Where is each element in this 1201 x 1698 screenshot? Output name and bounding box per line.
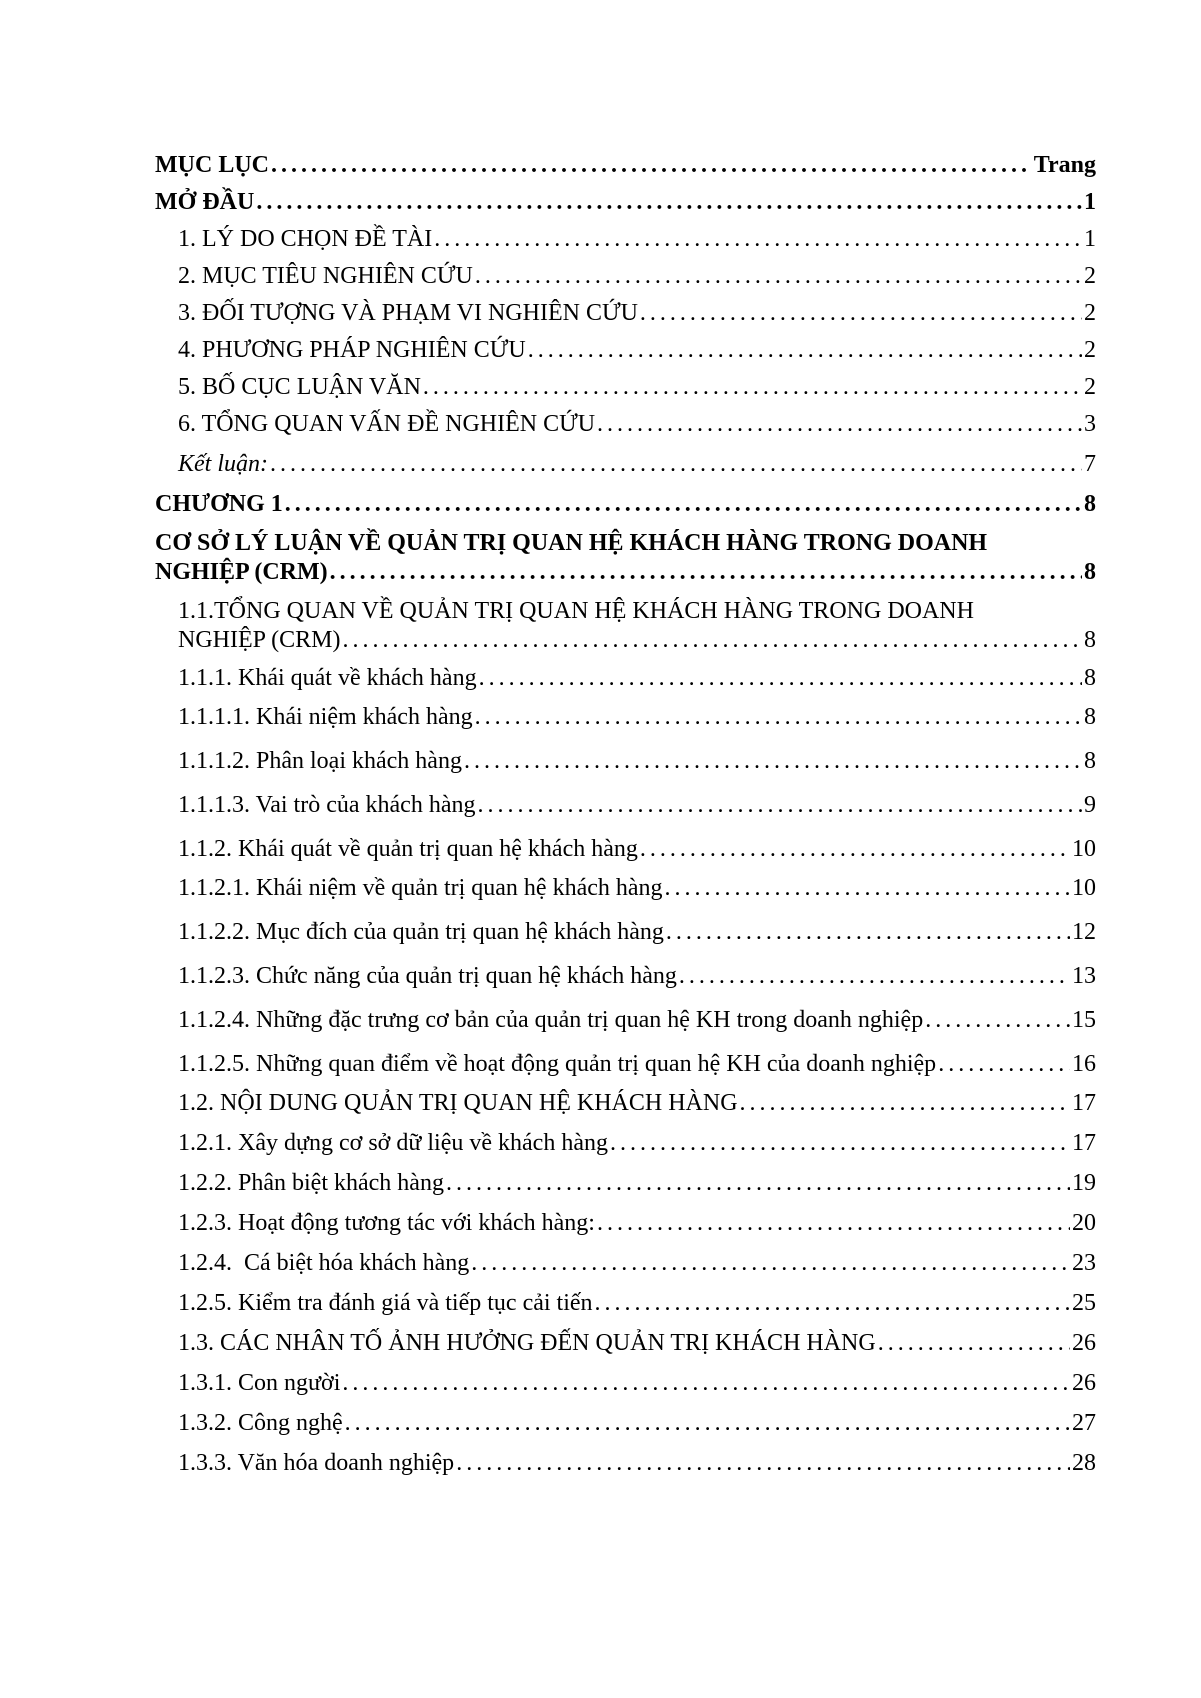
toc-entry[interactable] [155, 1089, 1096, 1117]
entry-title: 1.1.2.3. Chức năng của quản trị quan hệ khách hàng [178, 963, 677, 989]
toc-heading [155, 151, 1096, 179]
entry-title: 6. TỔNG QUAN VẤN ĐỀ NGHIÊN CỨU [178, 411, 596, 437]
entry-page: 3 [1084, 411, 1096, 437]
entry-page: 27 [1072, 1410, 1096, 1436]
dot-leader [595, 1289, 1070, 1317]
entry-title: MỞ ĐẦU [155, 189, 255, 215]
toc-entry[interactable] [155, 1050, 1096, 1078]
entry-page: 28 [1072, 1450, 1096, 1476]
entry-title-line2: NGHIỆP (CRM) [178, 627, 341, 653]
entry-page: 2 [1084, 337, 1096, 363]
entry-page: 15 [1072, 1007, 1096, 1033]
entry-title: CHƯƠNG 1 [155, 491, 283, 517]
dot-leader [464, 747, 1082, 775]
toc-heading-title: MỤC LỤC [155, 152, 269, 178]
entry-title: 4. PHƯƠNG PHÁP NGHIÊN CỨU [178, 337, 526, 363]
entry-page: 1 [1084, 189, 1096, 215]
toc-entry[interactable] [155, 1006, 1096, 1034]
entry-title: 1.2.3. Hoạt động tương tác với khách hàng: [178, 1210, 595, 1236]
entry-title: 2. MỤC TIÊU NGHIÊN CỨU [178, 263, 473, 289]
dot-leader [479, 664, 1082, 692]
entry-title: 5. BỐ CỤC LUẬN VĂN [178, 374, 421, 400]
entry-page: 2 [1084, 263, 1096, 289]
dot-leader [475, 262, 1082, 290]
entry-title: 1.1.1.3. Vai trò của khách hàng [178, 792, 476, 818]
toc-entry[interactable] [155, 262, 1096, 290]
entry-page: 12 [1072, 919, 1096, 945]
entry-page: 19 [1072, 1170, 1096, 1196]
entry-title: 1.1.1.1. Khái niệm khách hàng [178, 704, 473, 730]
entry-page: 8 [1084, 559, 1096, 585]
toc-entry[interactable] [155, 874, 1096, 902]
dot-leader [256, 188, 1082, 216]
toc-entry[interactable] [155, 918, 1096, 946]
toc-entry[interactable] [155, 1169, 1096, 1197]
entry-page: 8 [1084, 665, 1096, 691]
entry-title: 1.1.2.4. Những đặc trưng cơ bản của quản trị quan hệ KH trong doanh nghiệp [178, 1007, 924, 1033]
entry-title: 1.3.3. Văn hóa doanh nghiệp [178, 1450, 455, 1476]
dot-leader [597, 410, 1082, 438]
entry-title-line2: NGHIỆP (CRM) [155, 559, 328, 585]
entry-title: 1.2.4. Cá biệt hóa khách hàng [178, 1250, 470, 1276]
entry-title: 1.1.2. Khái quát về quản trị quan hệ khách hàng [178, 836, 638, 862]
dot-leader [434, 225, 1082, 253]
entry-page: 23 [1072, 1250, 1096, 1276]
entry-title-line2-row [155, 558, 1096, 586]
toc-entry[interactable] [155, 835, 1096, 863]
toc-entry[interactable] [155, 1249, 1096, 1277]
entry-title: Kết luận: [178, 451, 268, 477]
dot-leader [878, 1329, 1070, 1357]
dot-leader [640, 299, 1082, 327]
dot-leader [475, 703, 1082, 731]
dot-leader [330, 558, 1082, 586]
entry-page: 10 [1072, 836, 1096, 862]
entry-page: 1 [1084, 226, 1096, 252]
entry-title: 1.2.1. Xây dựng cơ sở dữ liệu về khách hàng [178, 1130, 608, 1156]
toc-entry-section-1-1[interactable] [155, 596, 1096, 654]
entry-page: 2 [1084, 374, 1096, 400]
toc-entry[interactable] [155, 1129, 1096, 1157]
entry-page: 16 [1072, 1051, 1096, 1077]
entry-page: 9 [1084, 792, 1096, 818]
dot-leader [456, 1449, 1070, 1477]
dot-leader [610, 1129, 1070, 1157]
entry-page: 2 [1084, 300, 1096, 326]
entry-title: 1. LÝ DO CHỌN ĐỀ TÀI [178, 226, 433, 252]
dot-leader [342, 626, 1082, 654]
toc-entry[interactable] [155, 747, 1096, 775]
entry-title: 1.2. NỘI DUNG QUẢN TRỊ QUAN HỆ KHÁCH HÀNG [178, 1090, 738, 1116]
toc-entry[interactable] [155, 336, 1096, 364]
dot-leader [446, 1169, 1070, 1197]
entry-title-line1: 1.1.TỔNG QUAN VỀ QUẢN TRỊ QUAN HỆ KHÁCH HÀNG TRONG DOANH [178, 598, 974, 624]
toc-entry[interactable] [155, 1409, 1096, 1437]
dot-leader [679, 962, 1070, 990]
entry-page: 10 [1072, 875, 1096, 901]
toc-entry[interactable] [155, 791, 1096, 819]
entry-title: 1.3.2. Công nghệ [178, 1410, 343, 1436]
entry-title: 1.1.2.1. Khái niệm về quản trị quan hệ khách hàng [178, 875, 663, 901]
toc-entry-mo-dau[interactable] [155, 188, 1096, 216]
toc-entry[interactable] [155, 1449, 1096, 1477]
entry-page: 8 [1084, 491, 1096, 517]
entry-title: 3. ĐỐI TƯỢNG VÀ PHẠM VI NGHIÊN CỨU [178, 300, 638, 326]
entry-page: 13 [1072, 963, 1096, 989]
entry-title: 1.2.5. Kiểm tra đánh giá và tiếp tục cải tiến [178, 1290, 593, 1316]
entry-title-line1: CƠ SỞ LÝ LUẬN VỀ QUẢN TRỊ QUAN HỆ KHÁCH HÀNG TRONG DOANH [155, 530, 988, 556]
dot-leader [925, 1006, 1070, 1034]
dot-leader [471, 1249, 1070, 1277]
dot-leader [285, 490, 1082, 518]
toc-entry[interactable] [155, 1289, 1096, 1317]
entry-title-line2-row [178, 626, 1096, 654]
toc-entry[interactable] [155, 703, 1096, 731]
dot-leader [597, 1209, 1070, 1237]
dot-leader [270, 450, 1082, 478]
toc-entry[interactable] [155, 1329, 1096, 1357]
dot-leader [740, 1089, 1070, 1117]
toc-entry[interactable] [155, 373, 1096, 401]
toc-entry[interactable] [155, 410, 1096, 438]
dot-leader [666, 918, 1070, 946]
table-of-contents [155, 151, 1096, 1477]
entry-title: 1.1.1.2. Phân loại khách hàng [178, 748, 462, 774]
entry-page: 17 [1072, 1130, 1096, 1156]
entry-title: 1.1.2.2. Mục đích của quản trị quan hệ khách hàng [178, 919, 664, 945]
toc-entry[interactable] [155, 225, 1096, 253]
entry-page: 20 [1072, 1210, 1096, 1236]
entry-page: 26 [1072, 1330, 1096, 1356]
dot-leader [640, 835, 1070, 863]
entry-title: 1.1.2.5. Những quan điểm về hoạt động quản trị quan hệ KH của doanh nghiệp [178, 1051, 937, 1077]
dot-leader [528, 336, 1082, 364]
entry-title: 1.2.2. Phân biệt khách hàng [178, 1170, 444, 1196]
toc-entry[interactable] [155, 1209, 1096, 1237]
dot-leader [342, 1369, 1070, 1397]
toc-entry-chapter-title[interactable] [155, 528, 1096, 586]
entry-page: 8 [1084, 748, 1096, 774]
dot-leader [477, 791, 1082, 819]
entry-page: 26 [1072, 1370, 1096, 1396]
dot-leader [345, 1409, 1070, 1437]
dot-leader [423, 373, 1082, 401]
dot-leader [665, 874, 1070, 902]
dot-leader [938, 1050, 1070, 1078]
toc-entry-ket-luan[interactable] [155, 450, 1096, 478]
entry-page: 8 [1084, 627, 1096, 653]
entry-title: 1.1.1. Khái quát về khách hàng [178, 665, 477, 691]
entry-page: 7 [1084, 451, 1096, 477]
entry-title: 1.3.1. Con người [178, 1370, 341, 1396]
entry-page: 17 [1072, 1090, 1096, 1116]
entry-title: 1.3. CÁC NHÂN TỐ ẢNH HƯỞNG ĐẾN QUẢN TRỊ KHÁCH HÀNG [178, 1330, 876, 1356]
toc-heading-page: Trang [1033, 152, 1096, 178]
entry-page: 8 [1084, 704, 1096, 730]
dot-leader [271, 151, 1032, 179]
toc-entry[interactable] [155, 962, 1096, 990]
entry-page: 25 [1072, 1290, 1096, 1316]
toc-entry[interactable] [155, 1369, 1096, 1397]
toc-entry[interactable] [155, 664, 1096, 692]
toc-entry[interactable] [155, 299, 1096, 327]
toc-entry-chuong-1[interactable] [155, 490, 1096, 518]
